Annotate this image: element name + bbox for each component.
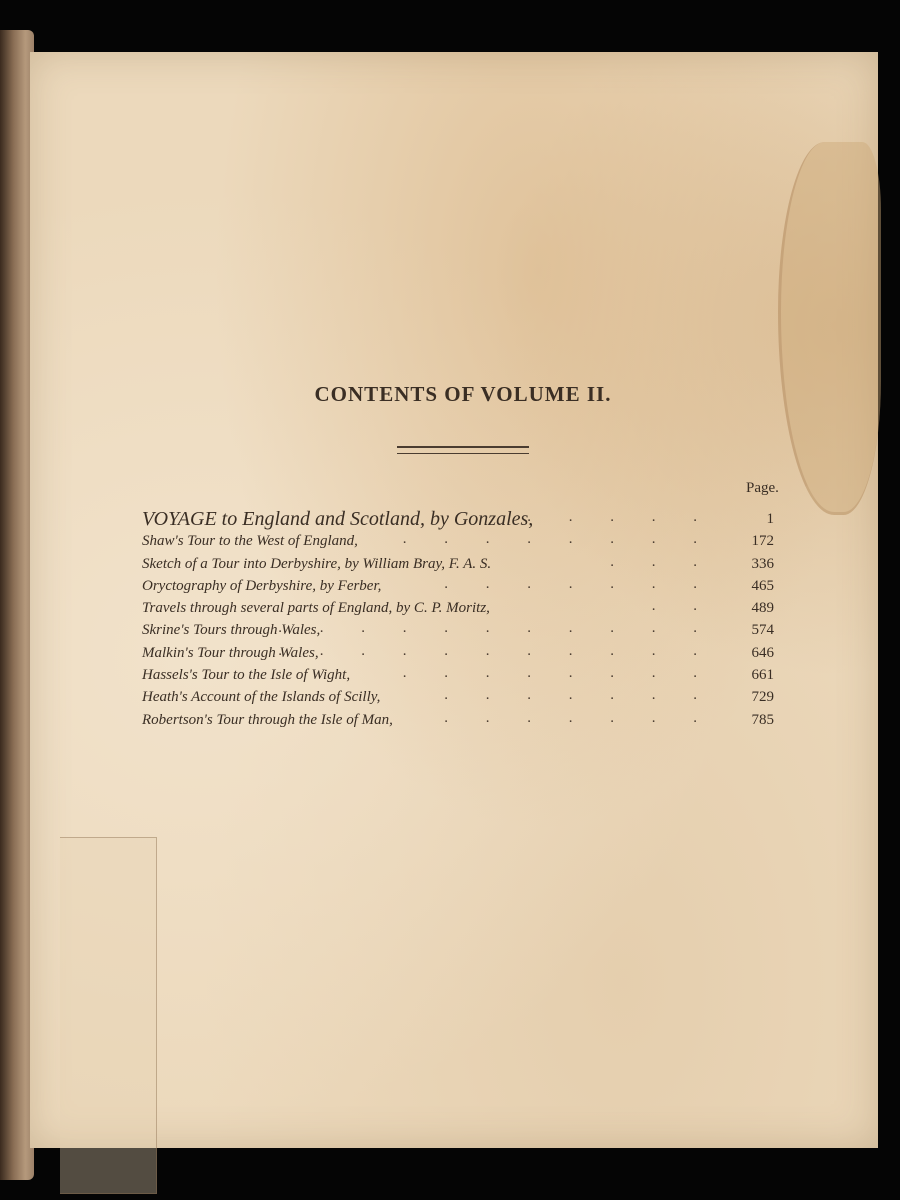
leader-dots: . . . . . . . . . . . [278, 642, 714, 659]
page-title: CONTENTS OF VOLUME II. [314, 382, 612, 406]
entry-title: Sketch of a Tour into Derbyshire, by William Bray, F. A. S. [142, 555, 492, 572]
leader-dots: . . . . . [527, 509, 714, 525]
entry-title: Travels through several parts of England, by C. P. Moritz, [142, 600, 490, 617]
entry-title: Heath's Account of the Islands of Scilly, [142, 689, 381, 706]
title-rule [397, 446, 529, 454]
pasted-paper-edge [60, 837, 157, 1194]
entry-page: 661 [751, 667, 774, 684]
book-page [30, 52, 878, 1148]
entry-page: 646 [751, 644, 774, 661]
contents-list [142, 508, 782, 731]
contents-entry [142, 642, 782, 664]
leader-dots: . . . . . . . [444, 687, 714, 704]
entry-title-text: VOYAGE to England and Scotland, by Gonzales, [142, 508, 534, 530]
entry-page: 336 [751, 555, 774, 572]
entry-title: Malkin's Tour through Wales, [142, 644, 319, 661]
entry-page: 729 [751, 689, 774, 706]
contents-entry [142, 664, 782, 686]
leader-dots: . . . . . . . . [402, 531, 714, 548]
entry-title: Oryctography of Derbyshire, by Ferber, [142, 577, 382, 594]
contents-entry [142, 597, 782, 619]
entry-page: 465 [751, 577, 774, 594]
entry-title: Robertson's Tour through the Isle of Man, [142, 711, 393, 728]
book-binding [0, 30, 34, 1180]
entry-page: 172 [751, 533, 774, 550]
entry-title: Shaw's Tour to the West of England, [142, 533, 358, 550]
leader-dots: . . . . . . . [444, 709, 714, 726]
contents-entry [142, 686, 782, 708]
contents-entry [142, 619, 782, 641]
entry-page: 489 [751, 600, 774, 617]
entry-page: 785 [751, 711, 774, 728]
entry-page: 1 [766, 511, 774, 527]
contents-entry [142, 530, 782, 552]
entry-title: Hassels's Tour to the Isle of Wight, [142, 667, 351, 684]
contents-entry [142, 508, 782, 530]
contents-entry [142, 553, 782, 575]
entry-title: Skrine's Tours through Wales, [142, 622, 321, 639]
leader-dots: . . [651, 598, 714, 615]
water-stain [778, 142, 881, 515]
leader-dots: . . . . . . . . [402, 665, 714, 682]
leader-dots: . . . . . . . [444, 575, 714, 592]
entry-page: 574 [751, 622, 774, 639]
page-column-label: Page. [746, 480, 779, 496]
leader-dots: . . . . . . . . . . . [278, 620, 714, 637]
contents-entry [142, 709, 782, 731]
leader-dots: . . . [610, 553, 714, 570]
contents-entry [142, 575, 782, 597]
